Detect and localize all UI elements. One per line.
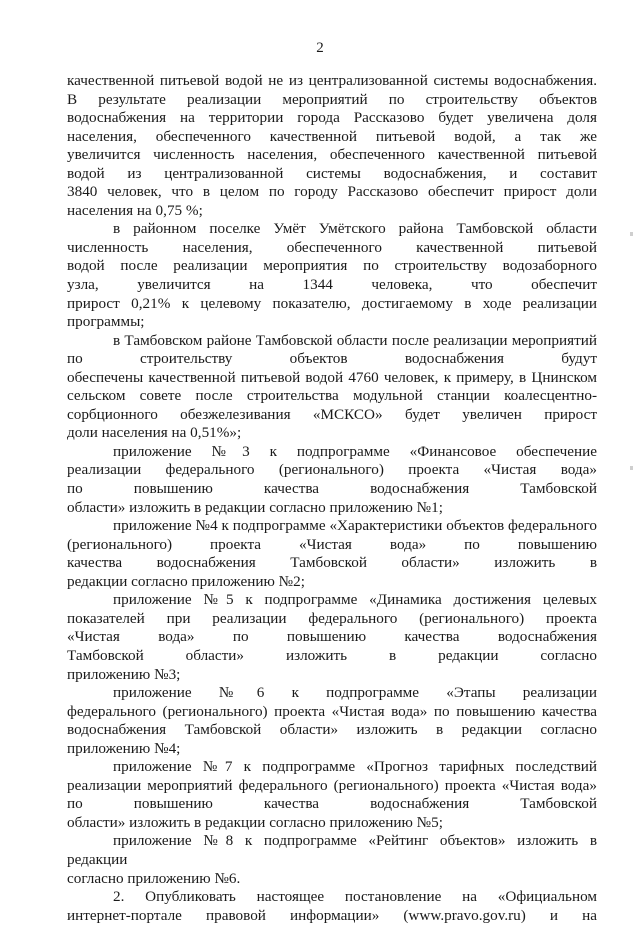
text-line: численность населения, обеспеченного качественной питьевой xyxy=(67,238,597,256)
text-line: приложение №5 к подпрограмме «Динамика достижения целевых xyxy=(113,591,597,609)
text-line: «Чистая вода» по повышению качества водоснабжения xyxy=(67,628,597,646)
text-line: водой из централизованной системы водоснабжения, и составит xyxy=(67,164,597,182)
text-line: области» изложить в редакции согласно приложению №1; xyxy=(67,498,443,516)
text-line: сорбционного обезжелезивания «МСКСО» будет увеличен прирост xyxy=(67,405,597,423)
text-line: реализации федерального (регионального) проекта «Чистая вода» xyxy=(67,461,597,479)
text-line: доли населения на 0,51%»; xyxy=(67,424,242,442)
text-line: населения на 0,75 %; xyxy=(67,201,203,219)
text-line: редакции согласно приложению №2; xyxy=(67,572,305,590)
scan-edge-mark xyxy=(630,466,633,470)
paragraph-rasskazovo xyxy=(67,72,597,220)
text-line: приложение №3 к подпрограмме «Финансовое обеспечение xyxy=(113,442,597,460)
text-line: приложению №3; xyxy=(67,665,181,683)
paragraph-appendix-6 xyxy=(67,684,597,758)
paragraph-appendix-5 xyxy=(67,591,597,684)
text-line: реализации мероприятий федерального (регионального) проекта «Чистая вода» xyxy=(67,776,597,794)
text-line: программы; xyxy=(67,313,145,331)
paragraph-item-2-publish xyxy=(67,888,597,925)
text-line: приложение №7 к подпрограмме «Прогноз тарифных последствий xyxy=(113,758,597,776)
document-body xyxy=(67,72,597,925)
text-line: приложению №4; xyxy=(67,739,181,757)
text-line: области» изложить в редакции согласно приложению №5; xyxy=(67,813,443,831)
text-line: прирост 0,21% к целевому показателю, достигаемому в ходе реализации xyxy=(67,294,597,312)
text-line: показателей при реализации федерального (регионального) проекта xyxy=(67,609,597,627)
paragraph-appendix-4 xyxy=(67,517,597,591)
text-line: населения, обеспеченного качественной питьевой водой, а так же xyxy=(67,127,597,145)
text-line: узла, увеличится на 1344 человека, что обеспечит xyxy=(67,276,597,294)
text-line: по повышению качества водоснабжения Тамбовской xyxy=(67,795,597,813)
paragraph-appendix-7 xyxy=(67,758,597,832)
paragraph-umyot xyxy=(67,220,597,331)
text-line: приложение №8 к подпрограмме «Рейтинг объектов» изложить в редакции xyxy=(67,832,597,868)
text-line: в Тамбовском районе Тамбовской области после реализации мероприятий xyxy=(113,331,597,349)
text-line: водоснабжения Тамбовской области» изложить в редакции согласно xyxy=(67,721,597,739)
text-line: качественной питьевой водой не из централизованной системы водоснабжения. xyxy=(67,72,597,89)
text-line: приложение №6 к подпрограмме «Этапы реализации xyxy=(113,684,597,702)
text-line: согласно приложению №6. xyxy=(67,869,241,887)
paragraph-appendix-8 xyxy=(67,832,597,888)
text-line: Тамбовской области» изложить в редакции согласно xyxy=(67,646,597,664)
paragraph-tambov-district xyxy=(67,332,597,443)
text-line: увеличится численность населения, обеспеченного качественной питьевой xyxy=(67,146,597,164)
text-line: приложение №4 к подпрограмме «Характеристики объектов федерального xyxy=(113,517,597,535)
text-line: 2. Опубликовать настоящее постановление на «Официальном xyxy=(113,888,597,906)
text-line: 3840 человек, что в целом по городу Рассказово обеспечит прирост доли xyxy=(67,183,597,201)
text-line: сельском совете после строительства модульной станции коалесцентно- xyxy=(67,387,597,405)
scan-edge-mark xyxy=(630,232,633,236)
paragraph-appendix-3 xyxy=(67,443,597,517)
page-number: 2 xyxy=(316,40,324,56)
text-line: водой после реализации мероприятия по строительству водозаборного xyxy=(67,257,597,275)
text-line: В результате реализации мероприятий по строительству объектов xyxy=(67,90,597,108)
text-line: в районном поселке Умёт Умётского района Тамбовской области xyxy=(113,220,597,238)
text-line: по строительству объектов водоснабжения будут xyxy=(67,350,597,368)
text-line: (регионального) проекта «Чистая вода» по повышению xyxy=(67,535,597,553)
text-line: обеспечены качественной питьевой водой 4760 человек, к примеру, в Цнинском xyxy=(67,368,597,386)
text-line: качества водоснабжения Тамбовской области» изложить в xyxy=(67,554,597,572)
text-line: по повышению качества водоснабжения Тамбовской xyxy=(67,480,597,498)
text-line: федерального (регионального) проекта «Чистая вода» по повышению качества xyxy=(67,702,597,720)
text-line: интернет-портале правовой информации» (www.pravo.gov.ru) и на xyxy=(67,906,597,924)
text-line: водоснабжения на территории города Рассказово будет увеличена доля xyxy=(67,109,597,127)
